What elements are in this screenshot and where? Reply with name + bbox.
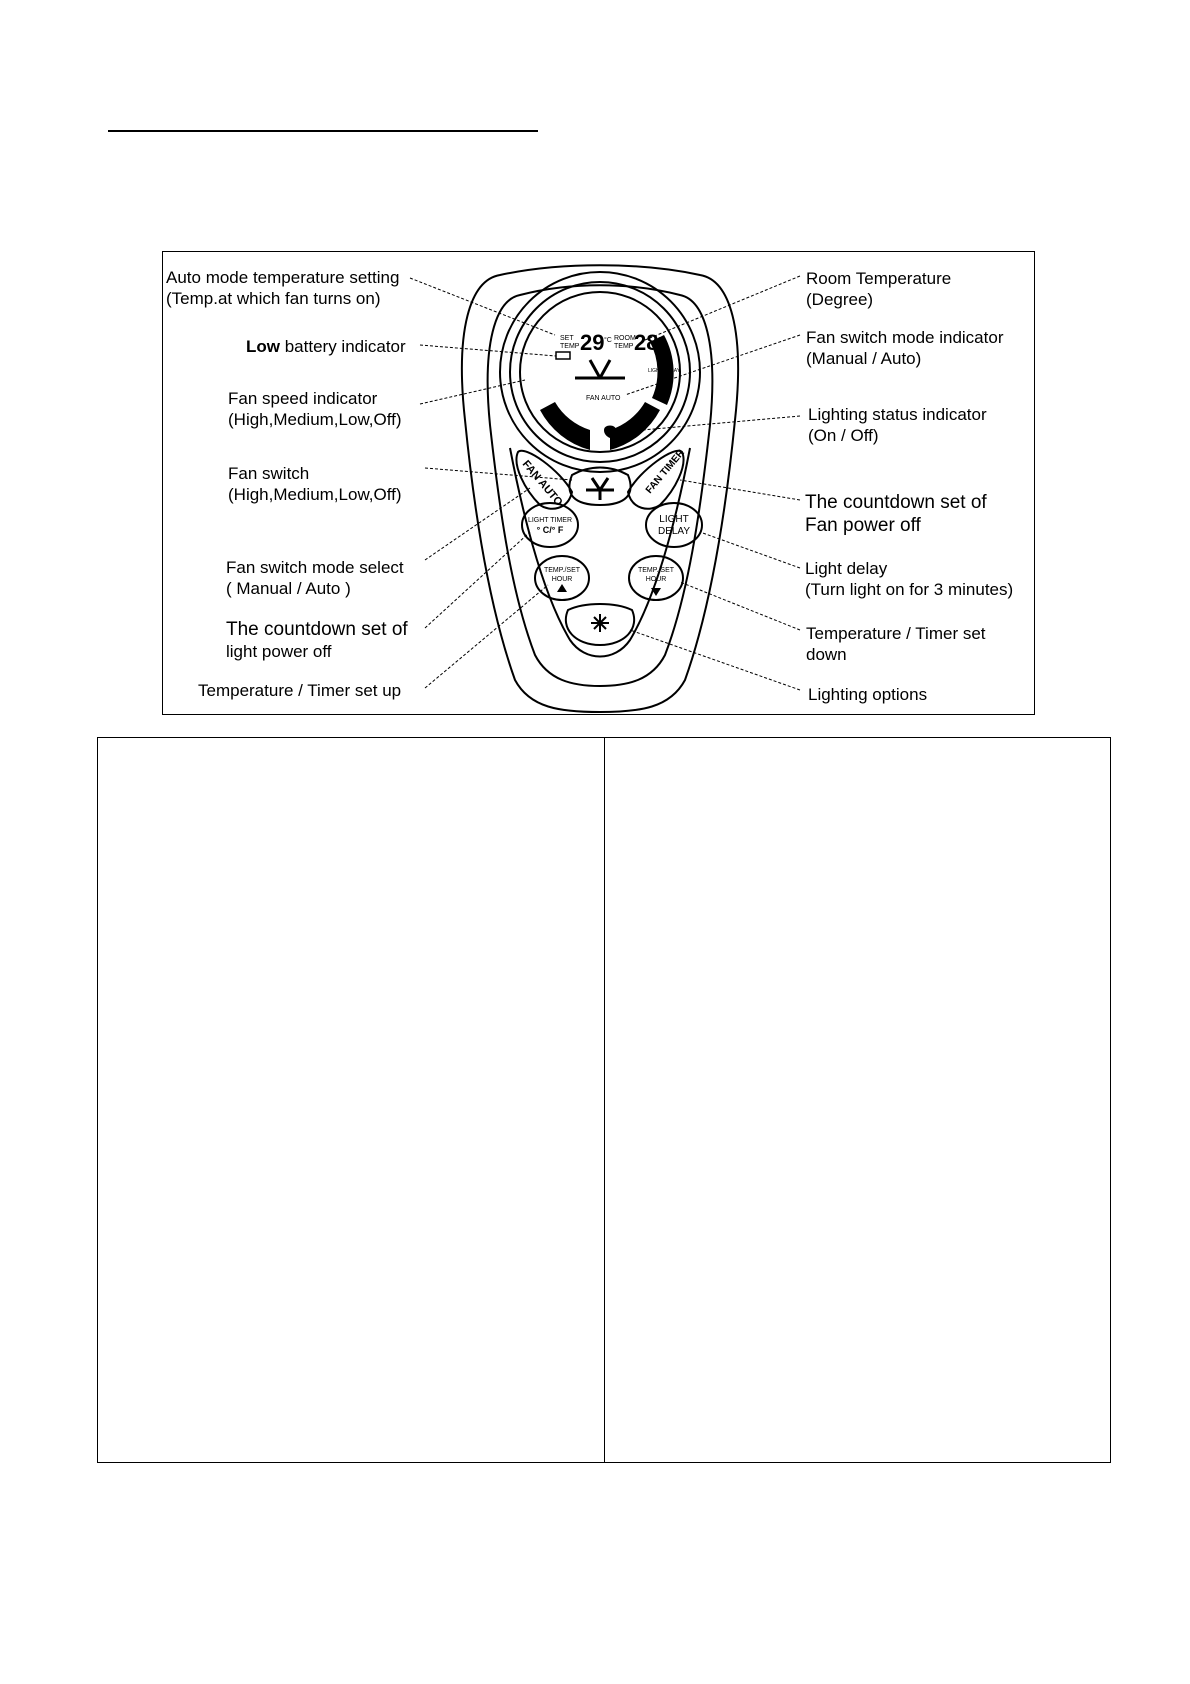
label-fan-switch-line2: (High,Medium,Low,Off) bbox=[228, 485, 402, 504]
label-mode-select-line1: Fan switch mode select bbox=[226, 558, 404, 577]
leader-timer-down bbox=[680, 582, 800, 630]
fan-speed-bar-left bbox=[540, 402, 590, 450]
fan-auto-indicator: FAN AUTO bbox=[586, 395, 621, 402]
label-fan-speed-line2: (High,Medium,Low,Off) bbox=[228, 410, 402, 429]
label-room-temp-line1: Room Temperature bbox=[806, 269, 952, 288]
description-table-left-cell bbox=[98, 738, 604, 1462]
label-fan-switch-line1: Fan switch bbox=[228, 464, 310, 483]
description-table bbox=[97, 737, 1111, 1463]
leader-fan-speed bbox=[420, 380, 525, 404]
set-temp-unit: °C bbox=[604, 337, 612, 344]
light-delay-indicator: LIGHT DELAY bbox=[648, 368, 681, 374]
label-lighting-status-line1: Lighting status indicator bbox=[808, 405, 987, 424]
fan-speed-button-icon bbox=[586, 478, 614, 500]
room-temp-value: 28 bbox=[634, 330, 659, 355]
label-auto-mode-temp-line2: (Temp.at which fan turns on) bbox=[166, 289, 381, 308]
label-timer-set-up: Temperature / Timer set up bbox=[198, 681, 402, 700]
room-temp-label-bottom: TEMP bbox=[614, 343, 634, 350]
room-temp-unit: °C bbox=[658, 337, 666, 344]
label-light-delay-line1: Light delay bbox=[805, 559, 888, 578]
leader-fan-countdown bbox=[680, 480, 800, 500]
label-fan-speed-line1: Fan speed indicator bbox=[228, 389, 378, 408]
fan-speed-bar-right bbox=[610, 402, 660, 450]
label-fan-mode-indicator-line1: Fan switch mode indicator bbox=[806, 328, 1004, 347]
temp-up-arrow-icon bbox=[557, 584, 567, 592]
label-light-countdown-line1: The countdown set of bbox=[226, 619, 408, 640]
temp-set-up-label-bottom: HOUR bbox=[551, 576, 573, 583]
display-fan-icon bbox=[575, 360, 625, 378]
light-delay-label-bottom: DELAY bbox=[657, 526, 691, 537]
temp-set-down-label-bottom: HOUR bbox=[645, 576, 667, 583]
label-low-battery-rest: battery indicator bbox=[280, 337, 406, 356]
label-auto-mode-temp-line1: Auto mode temperature setting bbox=[166, 268, 400, 287]
lighting-options-icon bbox=[591, 614, 609, 632]
label-lighting-status-line2: (On / Off) bbox=[808, 426, 879, 445]
light-delay-button[interactable] bbox=[646, 503, 702, 547]
set-temp-label-top: SET bbox=[560, 335, 574, 342]
set-temp-label-bottom: TEMP bbox=[560, 343, 580, 350]
label-fan-mode-indicator-line2: (Manual / Auto) bbox=[806, 349, 922, 368]
leader-lighting-options bbox=[630, 630, 800, 690]
room-temp-label-top: ROOM bbox=[614, 335, 636, 342]
leader-fan-switch bbox=[425, 468, 572, 480]
description-table-right-cell bbox=[604, 738, 1111, 1462]
label-low-battery bbox=[246, 336, 406, 357]
temp-set-up-label-top: TEMP./SET bbox=[543, 567, 581, 574]
label-low-battery-bold: Low bbox=[246, 337, 280, 356]
label-light-countdown-line2: light power off bbox=[226, 642, 332, 661]
label-timer-set-down-line2: down bbox=[806, 645, 847, 664]
low-battery-icon bbox=[556, 352, 570, 359]
fan-timer-button-label: FAN TIMER bbox=[643, 447, 687, 496]
label-fan-countdown-line1: The countdown set of bbox=[805, 492, 987, 513]
label-light-delay-line2: (Turn light on for 3 minutes) bbox=[805, 580, 1014, 599]
label-fan-countdown-line2: Fan power off bbox=[805, 515, 921, 536]
light-timer-label-bottom: ° C/° F bbox=[536, 525, 564, 535]
label-room-temp-line2: (Degree) bbox=[806, 290, 874, 309]
fan-auto-button-label: FAN AUTO bbox=[519, 458, 565, 509]
light-timer-label-top: LIGHT TIMER bbox=[527, 517, 573, 524]
leader-timer-up bbox=[425, 585, 548, 688]
set-temp-value: 29 bbox=[580, 330, 605, 355]
label-timer-set-down-line1: Temperature / Timer set bbox=[806, 624, 986, 643]
leader-room-temp bbox=[645, 276, 800, 340]
label-mode-select-line2: ( Manual / Auto ) bbox=[226, 579, 351, 598]
temp-set-down-label-top: TEMP./SET bbox=[637, 567, 675, 574]
leader-auto-mode bbox=[410, 278, 555, 335]
light-delay-label-top: LIGHT bbox=[659, 514, 689, 525]
label-lighting-options: Lighting options bbox=[808, 685, 928, 704]
